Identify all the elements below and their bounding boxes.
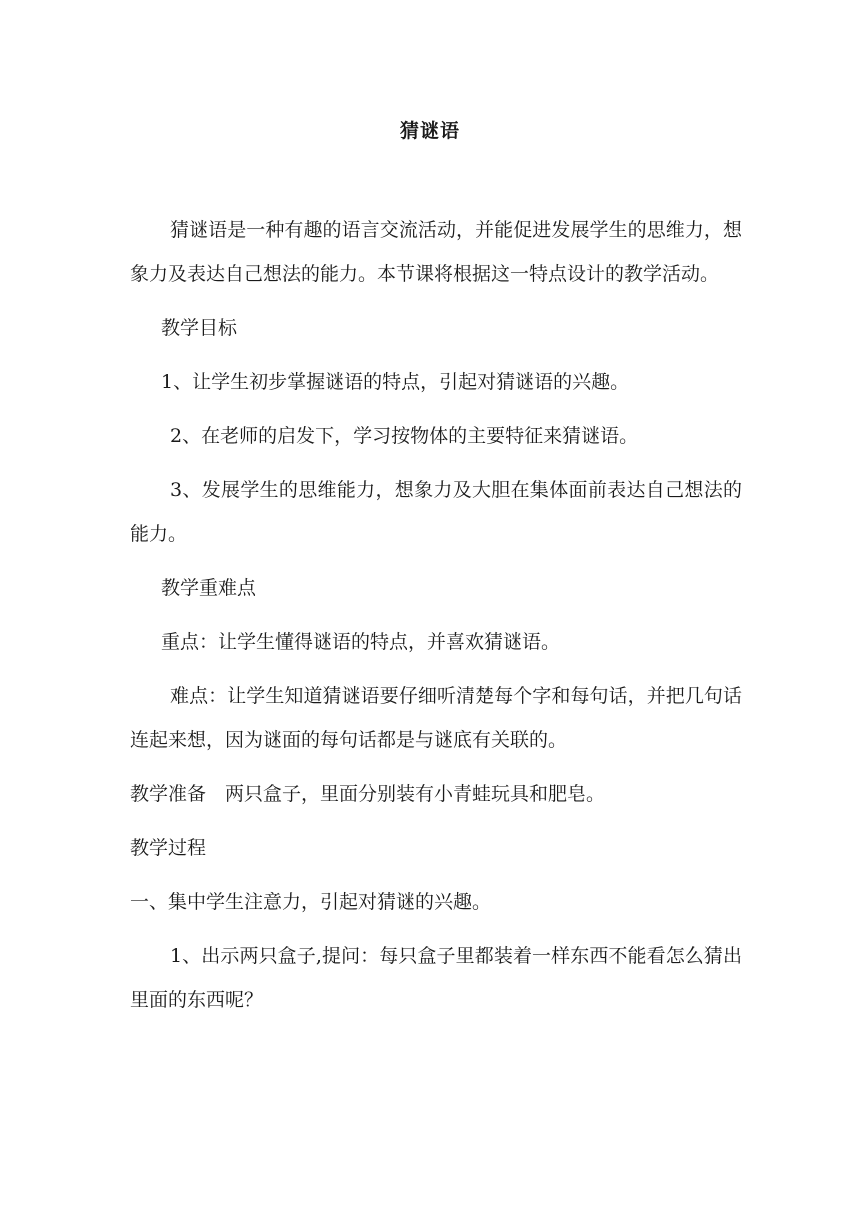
section-heading-key-points: 教学重难点 <box>161 577 257 599</box>
key-point: 重点：让学生懂得谜语的特点，并喜欢猜谜语。 <box>161 631 561 653</box>
objective-1: 1、让学生初步掌握谜语的特点，引起对猜谜语的兴趣。 <box>161 371 630 393</box>
objective-2: 2、在老师的启发下，学习按物体的主要特征来猜谜语。 <box>170 425 639 447</box>
process-step-1: 一、集中学生注意力，引起对猜谜的兴趣。 <box>130 891 492 913</box>
process-step-1-1: 1、出示两只盒子,提问：每只盒子里都装着一样东西不能看怎么猜出里面的东西呢？ <box>130 945 742 1011</box>
intro-paragraph: 猜谜语是一种有趣的语言交流活动，并能促进发展学生的思维力，想象力及表达自己想法的能力。本节课将根据这一特点设计的教学活动。 <box>130 219 742 285</box>
difficult-point: 难点：让学生知道猜谜语要仔细听清楚每个字和每句话，并把几句话连起来想，因为谜面的每句话都是与谜底有关联的。 <box>130 685 742 751</box>
document-body <box>130 208 742 1032</box>
section-heading-objectives: 教学目标 <box>161 317 238 339</box>
objective-3: 3、发展学生的思维能力，想象力及大胆在集体面前表达自己想法的能力。 <box>130 479 742 545</box>
teaching-preparation: 教学准备 两只盒子，里面分别装有小青蛙玩具和肥皂。 <box>130 783 606 805</box>
section-heading-process: 教学过程 <box>130 837 207 859</box>
document-title: 猜谜语 <box>399 120 460 142</box>
